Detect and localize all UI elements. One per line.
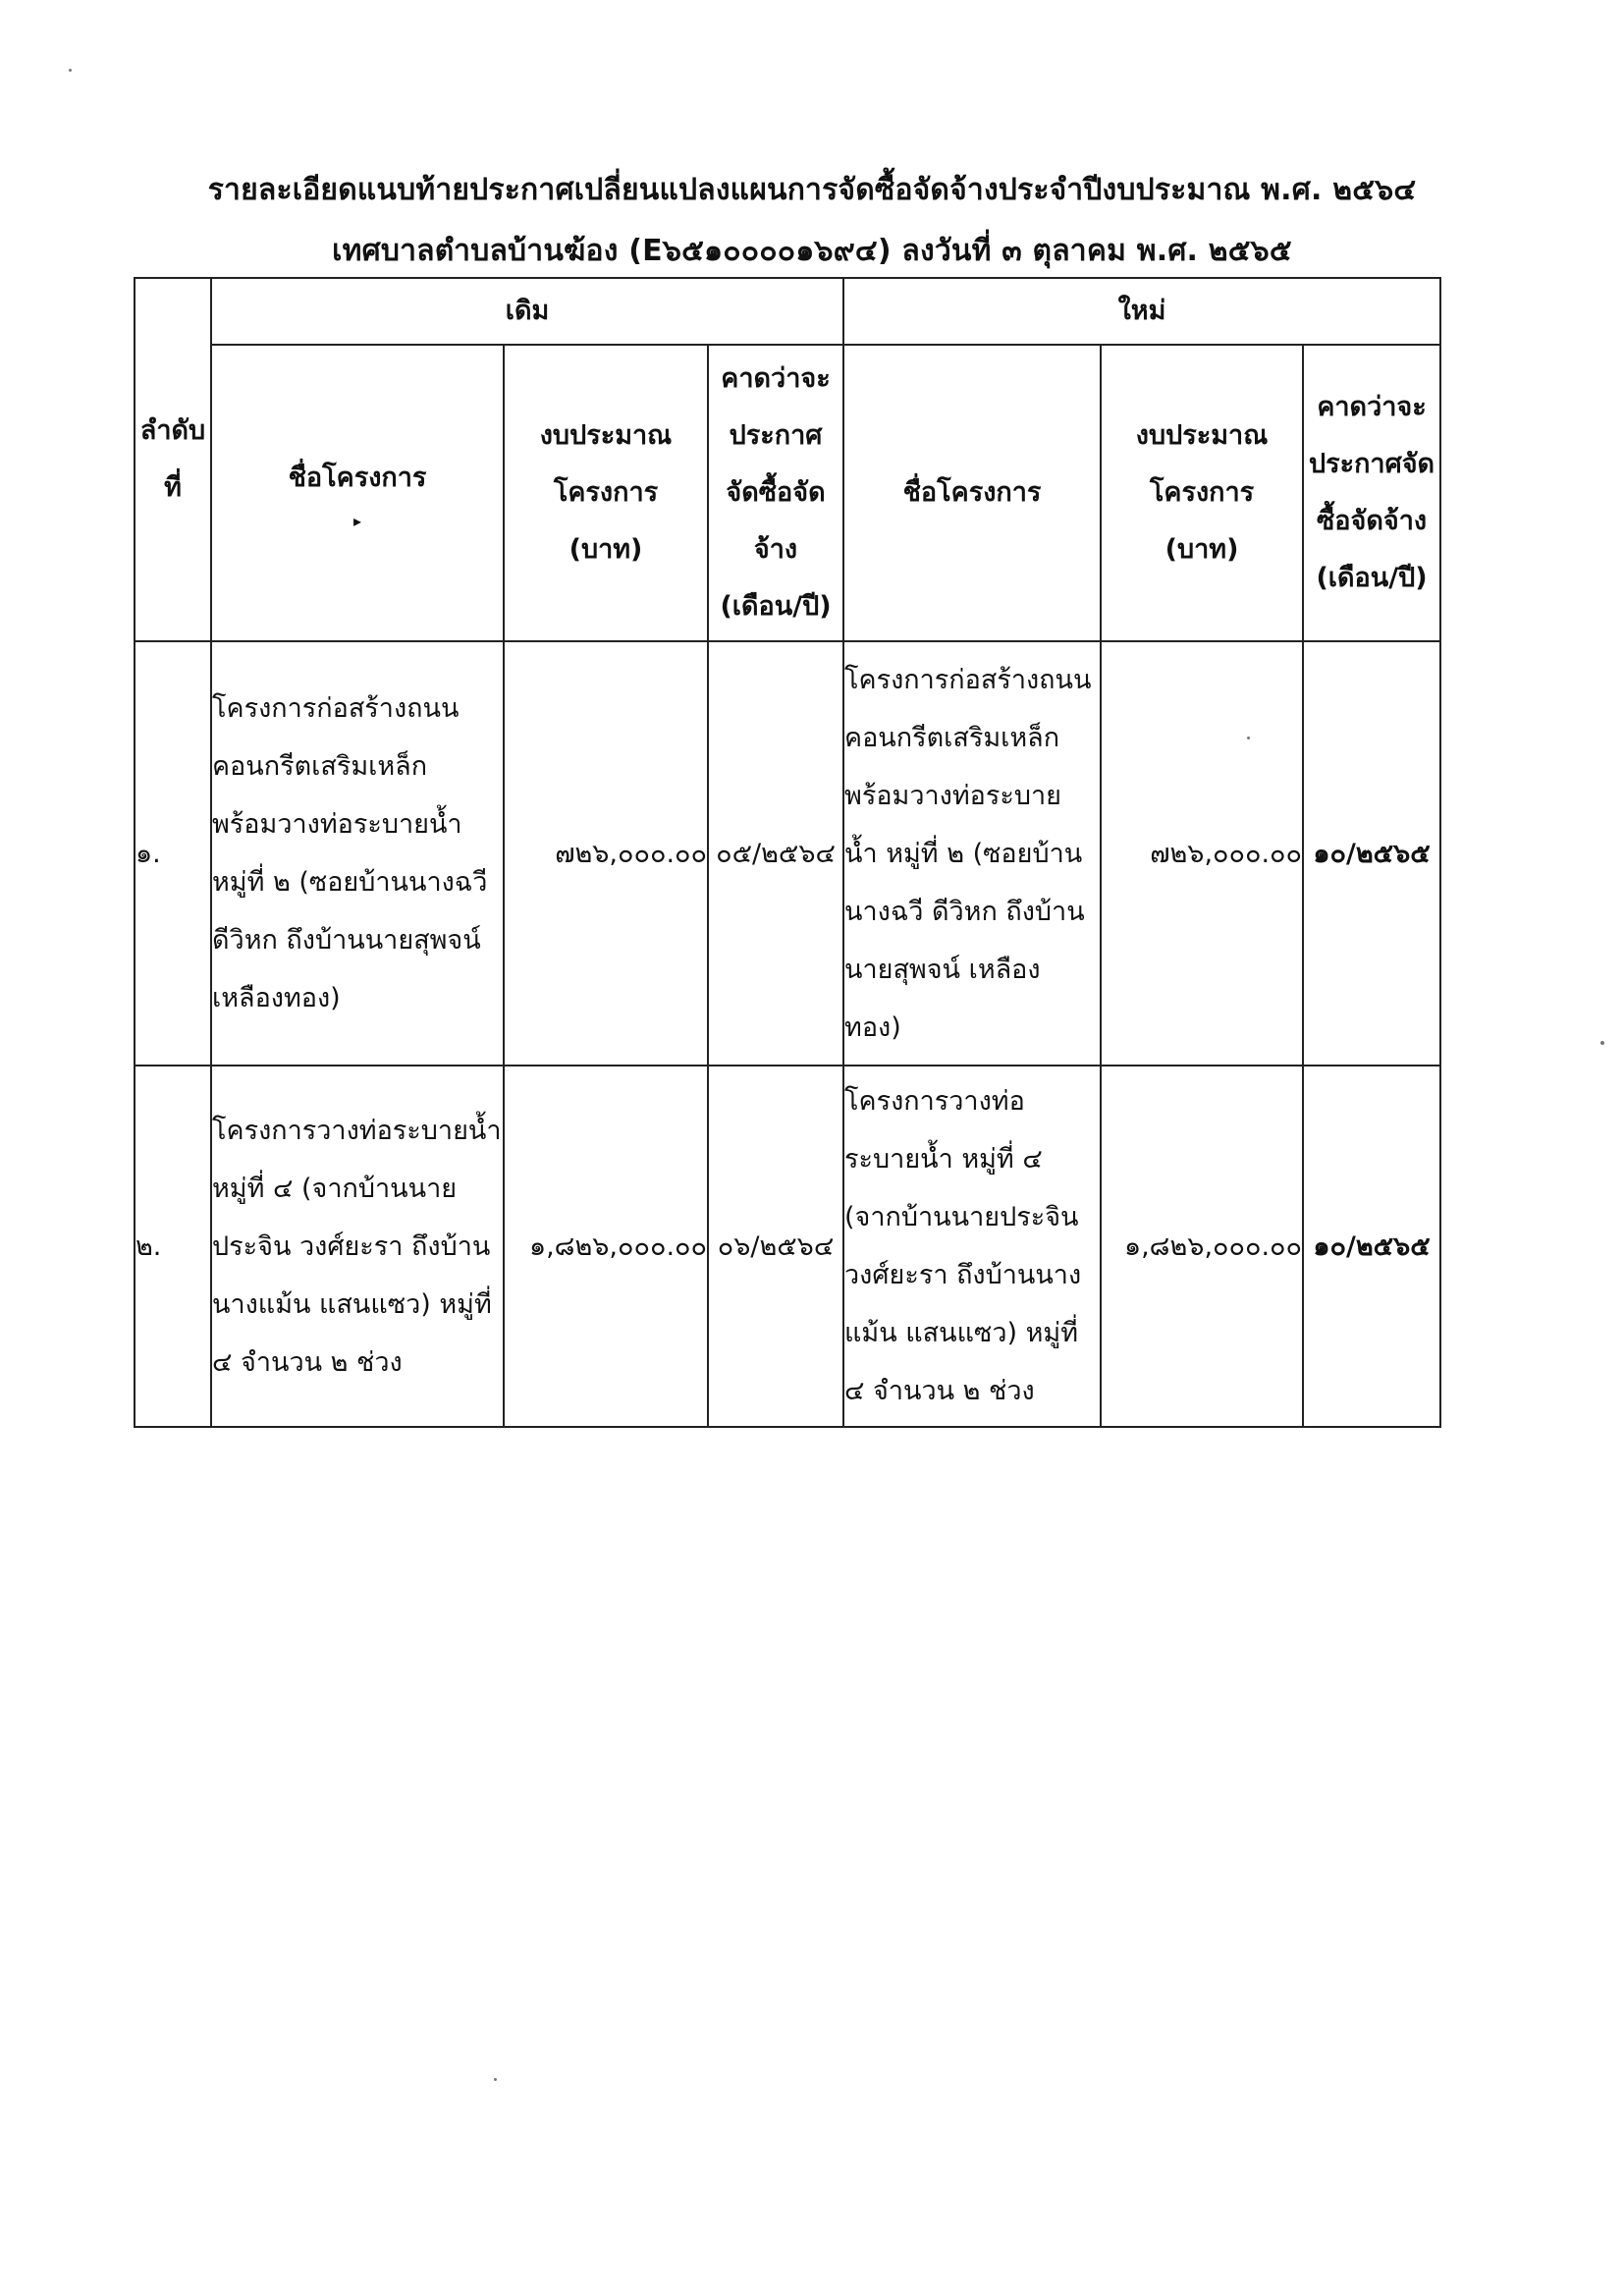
col-header-old-name-text: ชื่อโครงการ (288, 463, 427, 493)
name-line: ๔ จำนวน ๒ ช่วง (212, 1346, 403, 1378)
name-line: คอนกรีตเสริมเหล็ก (212, 751, 428, 782)
row-no: ๑. (135, 641, 211, 1066)
col-header-old-name (211, 345, 504, 641)
col-header-no-line: ลำดับ (139, 415, 206, 446)
name-line: วงศ์ยะรา ถึงบ้านนาง (844, 1260, 1082, 1290)
new-budget: ๗๒๖,๐๐๐.๐๐ (1101, 641, 1303, 1066)
header-group-row (135, 278, 1440, 345)
old-budget: ๗๒๖,๐๐๐.๐๐ (504, 641, 708, 1066)
name-line: น้ำ หมู่ที่ ๒ (ซอยบ้าน (844, 838, 1083, 869)
name-line: โครงการก่อสร้างถนน (212, 693, 460, 724)
col-header-no-line: ที่ (164, 472, 182, 503)
procurement-plan-table (134, 277, 1441, 1428)
name-line: หมู่ที่ ๔ (จากบ้านนาย (212, 1173, 458, 1204)
scan-speck (1247, 737, 1250, 739)
header-line: ประกาศจัด (1308, 449, 1435, 479)
name-line: โครงการวางท่อ (844, 1086, 1025, 1117)
header-line: งบประมาณ (539, 420, 673, 451)
name-line: นายสุพจน์ เหลือง (844, 954, 1041, 985)
header-line: ซื้อจัดจ้าง (1316, 506, 1428, 536)
name-line: (จากบ้านนายประจิน (844, 1202, 1079, 1232)
name-line: แม้น แสนแซว) หมู่ที่ (844, 1318, 1078, 1348)
name-line: พร้อมวางท่อระบายน้ำ (212, 809, 462, 840)
scan-speck (1600, 1041, 1604, 1045)
scan-speck (494, 2078, 497, 2081)
new-project-name (843, 1066, 1101, 1427)
header-line: (เดือน/ปี) (720, 591, 832, 622)
name-line: ๔ จำนวน ๒ ช่วง (844, 1376, 1035, 1406)
header-line: คาดว่าจะ (1317, 392, 1427, 422)
header-line: โครงการ (553, 477, 659, 508)
name-line: ประจิน วงศ์ยะรา ถึงบ้าน (212, 1230, 491, 1262)
name-line: นางฉวี ดีวิหก ถึงบ้าน (844, 896, 1085, 927)
old-budget: ๑,๘๒๖,๐๐๐.๐๐ (504, 1066, 708, 1427)
header-sub-row (135, 345, 1440, 641)
header-line: งบประมาณ (1135, 420, 1269, 451)
document-title-line2: เทศบาลตำบลบ้านฆ้อง (E๖๕๑๐๐๐๐๑๖๙๔) ลงวันที่ ๓ ตุลาคม พ.ศ. ๒๕๖๕ (332, 234, 1292, 268)
header-line: ประกาศ (729, 420, 823, 451)
header-line: (บาท) (1164, 534, 1239, 565)
name-line: หมู่ที่ ๒ (ซอยบ้านนางฉวี (212, 867, 488, 898)
name-line: คอนกรีตเสริมเหล็ก (844, 722, 1060, 753)
old-project-name (211, 1066, 504, 1427)
name-line: ดีวิหก ถึงบ้านนายสุพจน์ (212, 925, 481, 956)
table-row (135, 641, 1440, 1066)
header-line: จ้าง (753, 534, 798, 565)
col-header-new-name: ชื่อโครงการ (843, 345, 1101, 641)
name-line: นางแม้น แสนแซว) หมู่ที่ (212, 1288, 492, 1320)
new-budget: ๑,๘๒๖,๐๐๐.๐๐ (1101, 1066, 1303, 1427)
document-title-line1: รายละเอียดแนบท้ายประกาศเปลี่ยนแปลงแผนการจัดซื้อจัดจ้างประจำปีงบประมาณ พ.ศ. ๒๕๖๔ (207, 173, 1417, 207)
new-expected-date: ๑๐/๒๕๖๕ (1303, 641, 1440, 1066)
group-header-old: เดิม (211, 278, 843, 345)
old-project-name (211, 641, 504, 1066)
name-line: โครงการวางท่อระบายน้ำ (212, 1115, 502, 1146)
col-header-new-budget (1101, 345, 1303, 641)
header-line: (เดือน/ปี) (1316, 563, 1428, 593)
header-line: คาดว่าจะ (721, 363, 831, 394)
group-header-new: ใหม่ (843, 278, 1440, 345)
name-line: เหลืองทอง) (212, 983, 341, 1013)
old-expected-date: ๐๕/๒๕๖๔ (708, 641, 843, 1066)
new-project-name (843, 641, 1101, 1066)
old-expected-date: ๐๖/๒๕๖๔ (708, 1066, 843, 1427)
new-expected-date: ๑๐/๒๕๖๕ (1303, 1066, 1440, 1427)
bullet-mark: ▸ (352, 512, 362, 530)
header-line: (บาท) (568, 534, 643, 565)
col-header-old-budget (504, 345, 708, 641)
col-header-old-expected (708, 345, 843, 641)
row-no: ๒. (135, 1066, 211, 1427)
header-line: จัดซื้อจัด (726, 477, 826, 508)
col-header-no (135, 278, 211, 641)
col-header-new-expected (1303, 345, 1440, 641)
scan-speck (69, 69, 72, 72)
table-row (135, 1066, 1440, 1427)
name-line: โครงการก่อสร้างถนน (844, 664, 1092, 695)
header-line: โครงการ (1149, 477, 1255, 508)
name-line: ระบายน้ำ หมู่ที่ ๔ (844, 1144, 1043, 1175)
name-line: พร้อมวางท่อระบาย (844, 780, 1061, 811)
name-line: ทอง) (844, 1011, 901, 1043)
